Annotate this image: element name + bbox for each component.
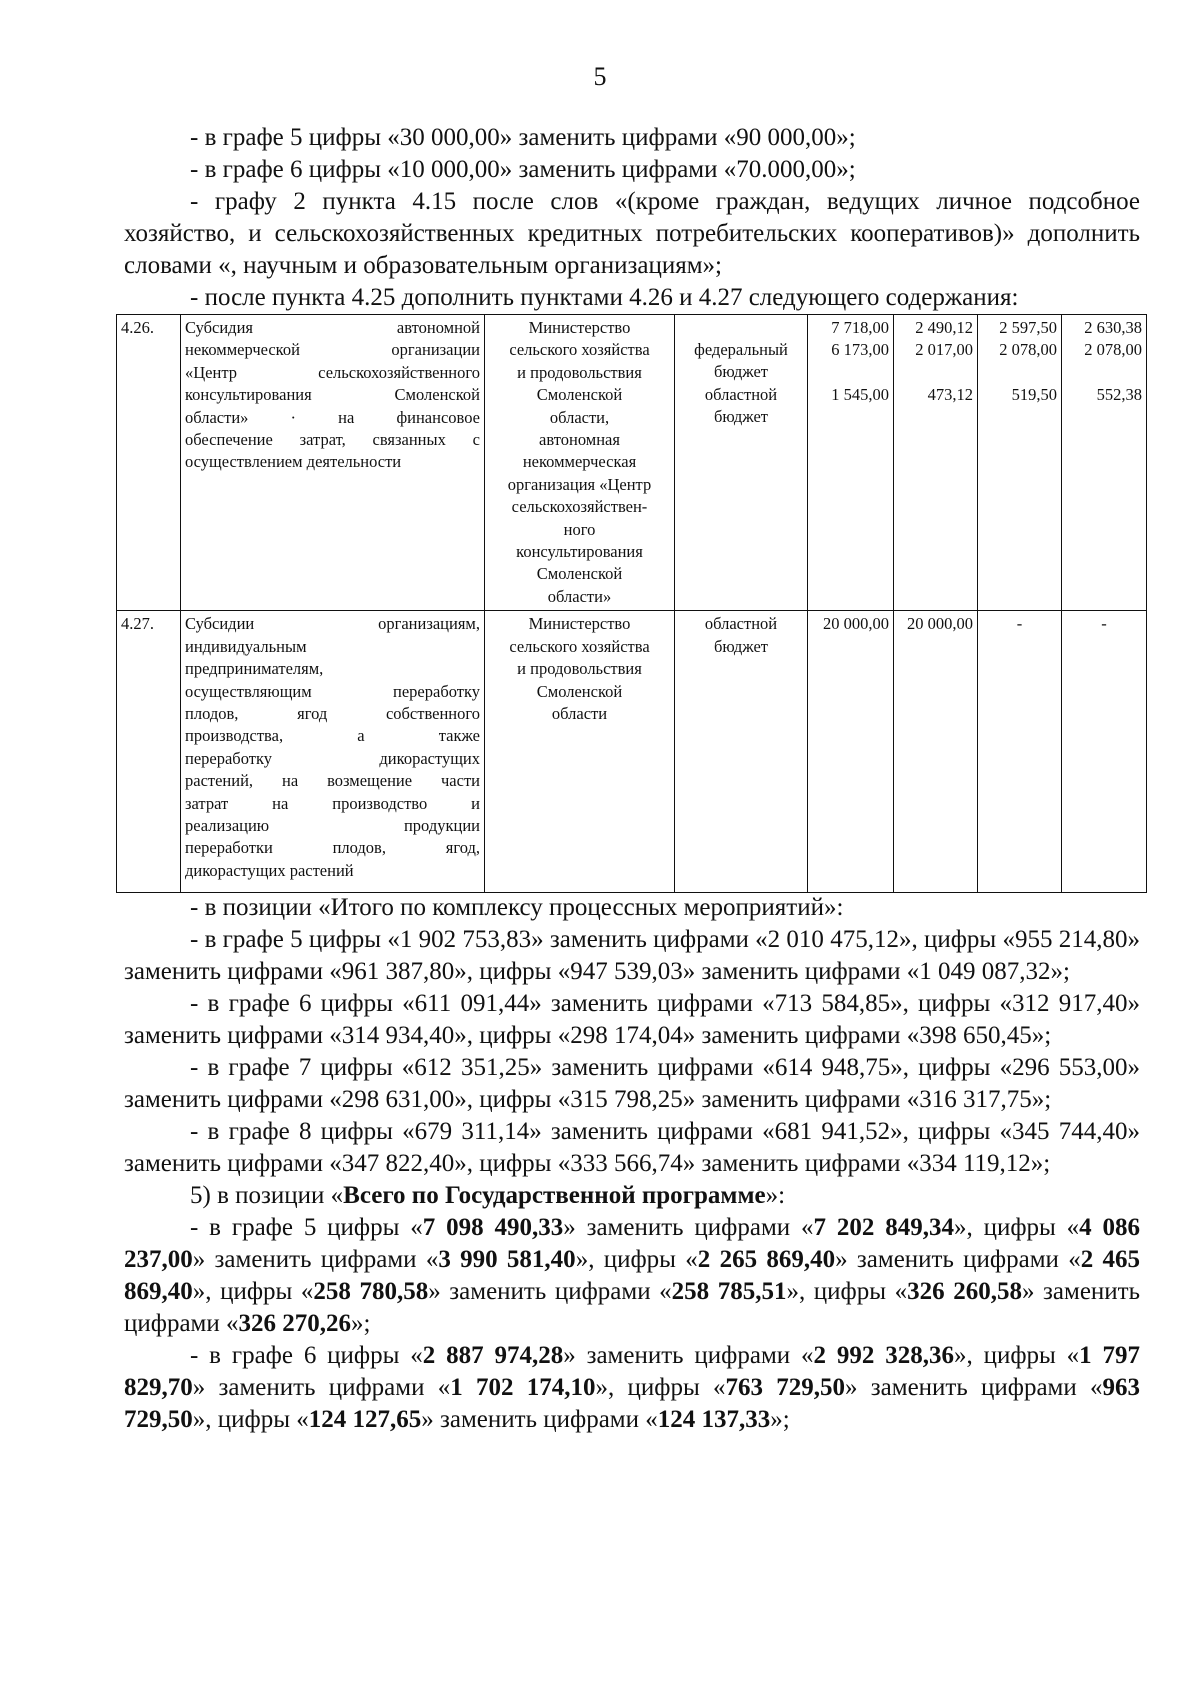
text-fragment: »; (351, 1310, 371, 1337)
row-executor (485, 611, 675, 893)
text-fragment: », цифры « (575, 1246, 698, 1273)
value-federal: 2 078,00 (1084, 340, 1142, 360)
value-federal: 2 017,00 (915, 340, 973, 360)
executor-line: области (551, 703, 608, 723)
executor-line: Смоленской (536, 681, 623, 701)
executor-line: некоммерческая (522, 452, 637, 472)
table-row (117, 611, 1147, 893)
program-heading (124, 1180, 1140, 1212)
bold-number: 258 780,58 (313, 1278, 429, 1305)
description-line: области» · на финансовое (185, 407, 480, 427)
executor-line: организация «Центр (507, 474, 652, 494)
bold-number: 124 137,33 (657, 1406, 771, 1433)
bold-number: 1 797 829,70 (124, 1342, 1141, 1401)
page-number: 5 (593, 62, 607, 91)
executor-line: и продовольствия (517, 659, 642, 679)
row-description (181, 315, 485, 611)
measures-table (116, 314, 1147, 893)
executor-line: Смоленской (536, 385, 623, 405)
value-cell (1062, 315, 1147, 611)
description-line: Субсидия автономной (185, 318, 480, 337)
intro-line: - графу 2 пункта 4.15 после слов «(кроме граждан, ведущих личное подсобное хозяйство, и сельскохозяйственных кредитных потребительских кооперативов)» дополнить словами «, научным и образовательным организациям»; (124, 188, 1140, 279)
description-line: осуществляющим переработку (185, 681, 480, 701)
executor-line: Министерство (528, 318, 631, 337)
intro-line: - в графе 5 цифры «30 000,00» заменить цифрами «90 000,00»; (190, 124, 856, 151)
value-cell: 20 000,00 (808, 611, 894, 893)
executor-line: и продовольствия (517, 362, 642, 382)
total-item: - в графе 6 цифры «611 091,44» заменить цифрами «713 584,85», цифры «312 917,40» заменить цифрами «314 934,40», цифры «298 174,04» заменить цифрами «398 650,45»; (124, 990, 1140, 1049)
text-fragment: » заменить цифрами « (845, 1374, 1103, 1401)
value-cell (978, 315, 1062, 611)
value-total: 2 630,38 (1084, 318, 1142, 337)
table-row (117, 315, 1147, 611)
value-regional: 552,38 (1096, 384, 1142, 404)
bold-number: 326 270,26 (238, 1310, 352, 1337)
total-item: - в графе 8 цифры «679 311,14» заменить цифрами «681 941,52», цифры «345 744,40» заменить цифрами «347 822,40», цифры «333 566,74» заменить цифрами «334 119,12»; (124, 1118, 1140, 1177)
bold-number: 1 702 174,10 (450, 1374, 596, 1401)
executor-line: Министерство (528, 614, 631, 634)
text-fragment: »; (770, 1406, 790, 1433)
text-fragment: » заменить цифрами « (192, 1374, 451, 1401)
intro-line: - в графе 6 цифры «10 000,00» заменить цифрами «70.000,00»; (190, 156, 856, 183)
bold-number: 2 465 869,40 (124, 1246, 1141, 1305)
value-total: 7 718,00 (831, 318, 889, 337)
description-line: переработки плодов, ягод, (185, 838, 480, 858)
bold-number: 763 729,50 (725, 1374, 846, 1401)
value-cell (808, 315, 894, 611)
description-line: дикорастущих растений (185, 860, 354, 880)
value-cell: - (978, 611, 1062, 893)
bold-number: 2 992 328,36 (813, 1342, 954, 1369)
intro-section (124, 122, 1140, 314)
description-line: некоммерческой организации (185, 340, 480, 360)
executor-line: автономная (539, 430, 620, 450)
description-line: осуществлением деятельности (185, 452, 402, 472)
description-line: переработку дикорастущих (185, 748, 480, 768)
row-executor (485, 315, 675, 611)
source-regional: областной бюджет (704, 614, 778, 656)
bold-number: 7 202 849,34 (813, 1214, 954, 1241)
bold-number: 2 887 974,28 (422, 1342, 564, 1369)
bold-number: 963 729,50 (124, 1374, 1141, 1433)
text-fragment: » заменить цифрами « (124, 1278, 1140, 1337)
executor-line: области» (547, 586, 612, 606)
text-fragment: » заменить цифрами « (192, 1246, 439, 1273)
total-heading: - в позиции «Итого по комплексу процессных мероприятий»: (190, 894, 844, 921)
value-cell (894, 315, 978, 611)
description-line: консультирования Смоленской (185, 385, 480, 405)
program-heading-prefix: 5) в позиции « (190, 1182, 344, 1209)
description-line: Субсидии организациям, (185, 614, 480, 634)
description-line: плодов, ягод собственного (185, 703, 480, 723)
total-item: - в графе 7 цифры «612 351,25» заменить цифрами «614 948,75», цифры «296 553,00» заменить цифрами «298 631,00», цифры «315 798,25» заменить цифрами «316 317,75»; (124, 1054, 1140, 1113)
value-federal: 6 173,00 (831, 340, 889, 360)
bold-number: 4 086 237,00 (124, 1214, 1141, 1273)
executor-line: сельскохозяйствен- (511, 497, 648, 517)
text-fragment: » заменить цифрами « (421, 1406, 658, 1433)
bold-number: 124 127,65 (308, 1406, 422, 1433)
description-line: производства, а также (185, 726, 480, 746)
source-federal: федеральный бюджет (694, 340, 788, 382)
row-description (181, 611, 485, 893)
row-funding-source (675, 611, 808, 893)
text-fragment: », цифры « (192, 1278, 314, 1305)
text-fragment: », цифры « (192, 1406, 309, 1433)
source-regional: областной бюджет (704, 384, 778, 427)
row-funding-source (675, 315, 808, 611)
description-line: затрат на производство и (185, 793, 480, 813)
text-fragment: - в графе 6 цифры « (190, 1342, 423, 1369)
bold-number: 3 990 581,40 (438, 1246, 576, 1273)
text-fragment: », цифры « (786, 1278, 908, 1305)
text-fragment: - в графе 5 цифры « (190, 1214, 423, 1241)
amendments-section (124, 892, 1140, 1436)
row-number: 4.27. (117, 611, 181, 893)
intro-line: - после пункта 4.25 дополнить пунктами 4.26 и 4.27 следующего содержания: (190, 284, 1019, 311)
executor-line: области, (549, 407, 610, 427)
row-number: 4.26. (117, 315, 181, 611)
value-cell: - (1062, 611, 1147, 893)
text-fragment: », цифры « (595, 1374, 726, 1401)
description-line: обеспечение затрат, связанных с (185, 430, 480, 450)
bold-number: 326 260,58 (907, 1278, 1022, 1305)
text-fragment: » заменить цифрами « (563, 1342, 814, 1369)
description-line: реализацию продукции (185, 815, 480, 835)
value-regional: 1 545,00 (831, 384, 889, 404)
executor-line: сельского хозяйства (509, 636, 650, 656)
description-line: индивидуальным (185, 636, 307, 656)
bold-number: 258 785,51 (671, 1278, 787, 1305)
text-fragment: », цифры « (953, 1342, 1080, 1369)
program-heading-bold: Всего по Государственной программе (343, 1182, 766, 1209)
program-col6 (124, 1340, 1140, 1436)
text-fragment: » заменить цифрами « (428, 1278, 672, 1305)
bold-number: 2 265 869,40 (697, 1246, 836, 1273)
description-line: растений, на возмещение части (185, 771, 480, 791)
description-line: предпринимателям, (185, 659, 324, 679)
executor-line: сельского хозяйства (509, 340, 650, 360)
program-heading-suffix: »: (765, 1182, 786, 1209)
executor-line: ного (563, 519, 596, 539)
total-item: - в графе 5 цифры «1 902 753,83» заменить цифрами «2 010 475,12», цифры «955 214,80» заменить цифрами «961 387,80», цифры «947 539,03» заменить цифрами «1 049 087,32»; (124, 926, 1140, 985)
program-col5 (124, 1212, 1140, 1340)
text-fragment: » заменить цифрами « (835, 1246, 1081, 1273)
value-regional: 473,12 (927, 384, 973, 404)
executor-line: консультирования (516, 542, 643, 562)
text-fragment: » заменить цифрами « (563, 1214, 814, 1241)
value-federal: 2 078,00 (999, 340, 1057, 360)
description-line: «Центр сельскохозяйственного (185, 362, 480, 382)
value-regional: 519,50 (1011, 384, 1057, 404)
bold-number: 7 098 490,33 (422, 1214, 564, 1241)
value-total: 2 597,50 (999, 318, 1057, 337)
value-cell: 20 000,00 (894, 611, 978, 893)
text-fragment: », цифры « (953, 1214, 1080, 1241)
executor-line: Смоленской (536, 564, 623, 584)
value-total: 2 490,12 (915, 318, 973, 337)
